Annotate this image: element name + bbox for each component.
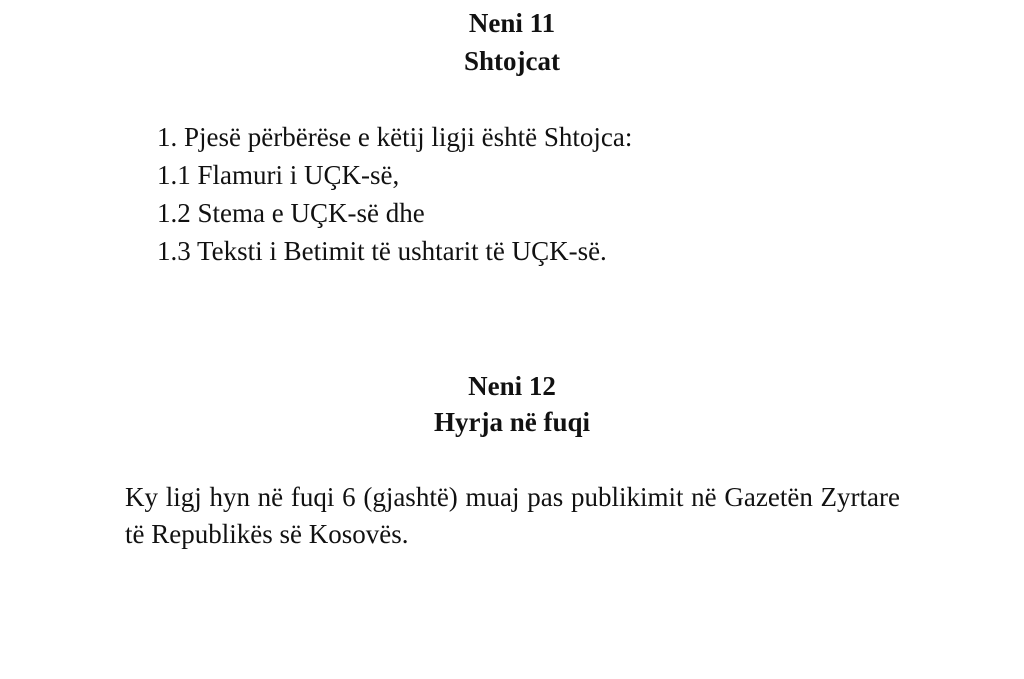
- list-item: 1.3 Teksti i Betimit të ushtarit të UÇK-së.: [157, 236, 607, 266]
- list-item: 1.1 Flamuri i UÇK-së,: [157, 160, 400, 190]
- article-12-paragraph: Ky ligj hyn në fuqi 6 (gjashtë) muaj pas publikimit në Gazetën Zyrtare të Republikës së Kosovës.: [125, 482, 900, 549]
- article-11-number: Neni 11: [468, 8, 556, 38]
- article-12-number: Neni 12: [468, 371, 556, 401]
- article-11-title: Shtojcat: [464, 46, 560, 76]
- list-item: 1. Pjesë përbërëse e këtij ligji është Shtojca:: [157, 122, 633, 152]
- article-12-title: Hyrja në fuqi: [433, 407, 590, 437]
- list-item: 1.2 Stema e UÇK-së dhe: [157, 198, 425, 228]
- article-11-list: [157, 118, 632, 270]
